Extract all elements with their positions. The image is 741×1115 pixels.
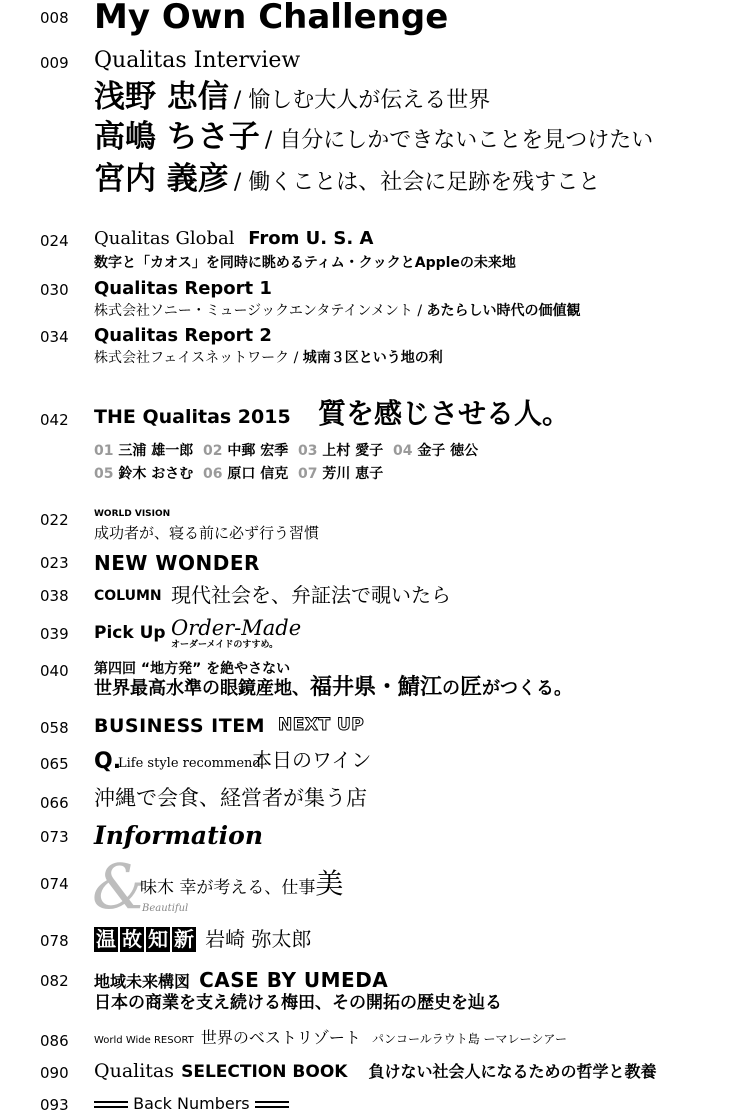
entry-subtitle: パンコールラウト島 ーマレーシアー: [371, 1032, 567, 1046]
person-name[interactable]: 金子 徳公: [417, 443, 479, 459]
title-part: の: [442, 678, 461, 699]
page-number: 009: [40, 54, 69, 72]
title-part: 世界最高水準の眼鏡産地、: [94, 678, 310, 699]
entry-title[interactable]: 成功者が、寝る前に必ず行う習慣: [94, 524, 320, 542]
title-place: 福井県・鯖江: [310, 674, 443, 700]
page-number: 008: [40, 9, 69, 27]
section-label: 地域未来構図: [94, 972, 191, 991]
entry-title[interactable]: [94, 1062, 657, 1081]
person-no: 04: [392, 443, 413, 459]
q-logo: Q.: [94, 749, 122, 774]
page-number: 073: [40, 828, 69, 846]
entry-subtitle: [94, 304, 581, 318]
person-theme: / 愉しむ大人が伝える世界: [233, 88, 491, 113]
interview-person[interactable]: [94, 161, 601, 197]
person-name[interactable]: 芳川 恵子: [322, 466, 384, 482]
title-part: がつくる。: [482, 678, 573, 699]
kanji-box: 新: [174, 927, 194, 951]
beautiful-label: Beautiful: [142, 903, 189, 914]
double-rule: [255, 1100, 289, 1109]
entry-subtitle: [94, 351, 443, 365]
page-number: 065: [40, 755, 69, 773]
page-number: 058: [40, 719, 69, 737]
people-row-1: [94, 444, 478, 458]
person-no: 01: [94, 443, 114, 459]
page-number: 040: [40, 662, 69, 680]
page-number: 034: [40, 328, 69, 346]
section-label: Pick Up: [94, 623, 166, 643]
script-title[interactable]: Order-Made: [171, 616, 302, 640]
title-emphasis: 美: [315, 867, 344, 900]
page-number: 022: [40, 511, 69, 529]
kanji-box: 故: [122, 927, 142, 951]
person-theme: / 自分にしかできないことを見つけたい: [264, 128, 654, 153]
report-theme: あたらしい時代の価値観: [426, 303, 581, 319]
title-text: 世界のベストリゾート: [200, 1028, 361, 1047]
title-text: Back Numbers: [133, 1094, 250, 1113]
entry-kicker: 第四回 “地方発” を絶やさない: [94, 661, 291, 677]
entry-title[interactable]: [94, 927, 311, 952]
title-text: 味木 幸が考える、仕事: [140, 878, 316, 898]
person-name[interactable]: 上村 愛子: [322, 443, 384, 459]
page-number: 086: [40, 1032, 69, 1050]
entry-title[interactable]: BUSINESS ITEM: [94, 715, 266, 737]
page-number: 066: [40, 794, 69, 812]
feature-title[interactable]: My Own Challenge: [94, 0, 449, 37]
company-name: 株式会社フェイスネットワーク /: [94, 350, 303, 366]
entry-title[interactable]: [94, 1030, 567, 1046]
entry-subtitle: 負けない社会人になるための哲学と教養: [368, 1062, 657, 1081]
entry-title[interactable]: [94, 970, 388, 990]
entry-title[interactable]: [140, 867, 344, 900]
person-name[interactable]: 三浦 雄一郎: [118, 443, 194, 459]
person-name: 高嶋 ちさ子: [94, 119, 260, 155]
entry-headline: 質を感じさせる人。: [318, 397, 571, 430]
double-rule: [94, 1100, 128, 1109]
page-number: 074: [40, 875, 69, 893]
page-number: 039: [40, 625, 69, 643]
page-number: 024: [40, 232, 69, 250]
entry-title: From U. S. A: [248, 228, 374, 249]
back-numbers-link[interactable]: [94, 1096, 289, 1112]
person-no: 03: [297, 443, 318, 459]
person-no: 02: [202, 443, 223, 459]
entry-title[interactable]: Qualitas Report 2: [94, 325, 272, 346]
person-name[interactable]: 鈴木 おさむ: [118, 466, 194, 482]
entry-title[interactable]: [94, 676, 572, 698]
entry-title[interactable]: NEW WONDER: [94, 551, 260, 575]
page-number: 030: [40, 281, 69, 299]
people-row-2: [94, 467, 383, 481]
entry-title[interactable]: Qualitas Report 1: [94, 278, 272, 299]
section-label: Life style recommend: [118, 756, 261, 771]
title-text: SELECTION BOOK: [181, 1062, 348, 1082]
entry-subtitle: 日本の商業を支え続ける梅田、その開拓の歴史を辿る: [94, 993, 502, 1013]
entry-title[interactable]: 現代社会を、弁証法で覗いたら: [171, 583, 451, 607]
company-name: 株式会社ソニー・ミュージックエンタテインメント /: [94, 303, 427, 319]
section-title[interactable]: Qualitas Interview: [94, 48, 301, 73]
person-no: 06: [202, 466, 223, 482]
person-no: 05: [94, 466, 114, 482]
interview-person[interactable]: [94, 119, 654, 155]
entry-subtitle: 数字と「カオス」を同時に眺めるティム・クックとAppleの未来地: [94, 255, 516, 271]
person-name[interactable]: 中郵 宏季: [227, 443, 289, 459]
kanji-box: 知: [148, 927, 168, 951]
entry-title[interactable]: 沖縄で会食、経営者が集う店: [94, 786, 367, 810]
toc-entry-024[interactable]: [94, 230, 373, 248]
person-name: 浅野 忠信: [94, 79, 229, 115]
person-name[interactable]: 原口 信克: [227, 466, 289, 482]
title-emphasis: 匠: [460, 674, 483, 700]
section-label: World Wide RESORT: [94, 1035, 194, 1046]
series-label: Qualitas Global: [94, 228, 235, 249]
entry-title[interactable]: Information: [94, 821, 264, 850]
interview-person[interactable]: [94, 79, 491, 115]
section-label: COLUMN: [94, 588, 162, 604]
outline-tag: NEXT UP: [278, 715, 365, 735]
entry-subtitle: オーダーメイドのすすめ。: [171, 640, 279, 650]
entry-title[interactable]: 本日のワイン: [252, 748, 372, 772]
person-no: 07: [297, 466, 318, 482]
kanji-box: 温: [96, 927, 116, 951]
page-number: 078: [40, 932, 69, 950]
series-label: Qualitas: [94, 1060, 175, 1082]
ampersand-mark: &: [92, 850, 148, 923]
entry-title[interactable]: THE Qualitas 2015: [94, 406, 291, 428]
page-number: 038: [40, 587, 69, 605]
person-name: 宮内 義彦: [94, 161, 229, 197]
report-theme: 城南３区という地の利: [302, 350, 443, 366]
page-number: 042: [40, 411, 69, 429]
page-number: 093: [40, 1096, 69, 1114]
page-number: 023: [40, 554, 69, 572]
page-number: 090: [40, 1064, 69, 1082]
person-theme: / 働くことは、社会に足跡を残すこと: [233, 170, 601, 195]
person-name: 岩崎 弥太郎: [205, 927, 312, 951]
section-label: WORLD VISION: [94, 509, 171, 519]
page-number: 082: [40, 972, 69, 990]
title-text: CASE BY UMEDA: [199, 968, 389, 992]
